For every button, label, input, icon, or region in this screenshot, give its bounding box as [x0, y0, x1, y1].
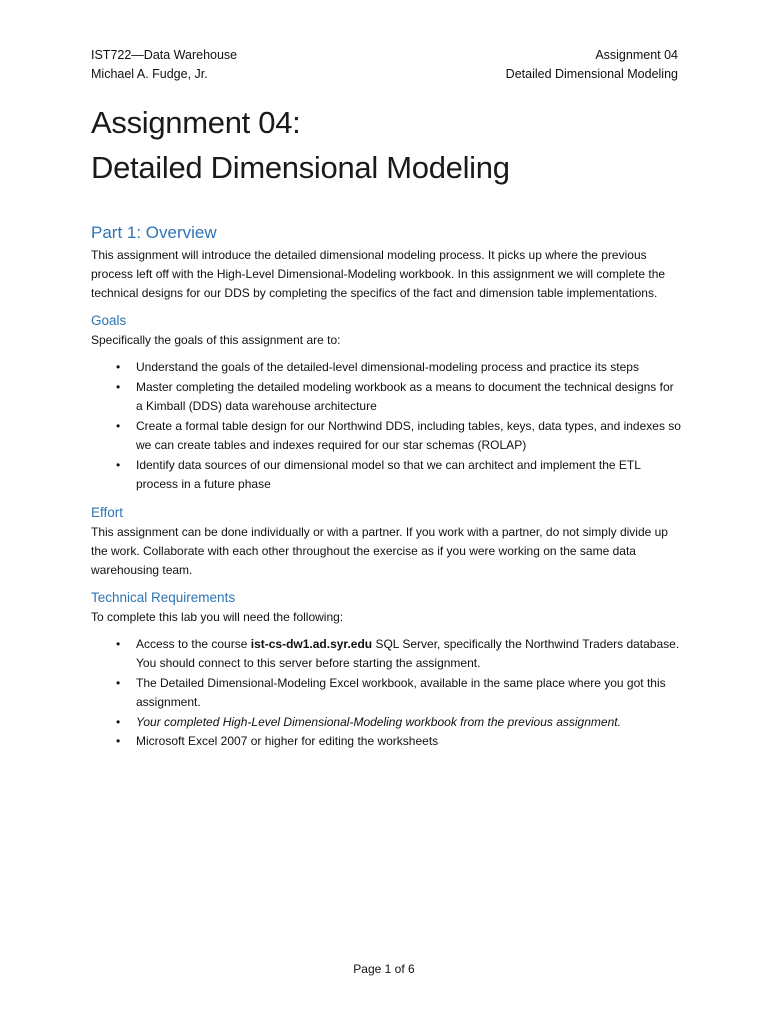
- tech-requirements-heading: Technical Requirements: [91, 589, 236, 605]
- list-item: • Master completing the detailed modeling workbook as a means to document the technical designs for a Kimball (DDS) data warehouse architecture: [116, 379, 674, 413]
- effort-paragraph: This assignment can be done individually or with a partner. If you work with a partner, do not simply divide up the work. Collaborate with each other throughout the exercise as if you were working on the same data warehousing team.: [91, 524, 668, 577]
- header-right: [506, 46, 678, 84]
- overview-heading: Part 1: Overview: [91, 223, 217, 242]
- bullet-icon: •: [116, 714, 121, 729]
- goals-intro: Specifically the goals of this assignment are to:: [91, 333, 341, 347]
- bullet-icon: •: [116, 675, 121, 690]
- bullet-icon: •: [116, 636, 121, 651]
- bullet-icon: •: [116, 457, 121, 472]
- document-body: [91, 220, 681, 752]
- list-item: • Microsoft Excel 2007 or higher for editing the worksheets: [91, 732, 681, 752]
- list-item: • Identify data sources of our dimensional model so that we can architect and implement the ETL process in a future phase: [116, 457, 641, 491]
- document-title: [91, 100, 510, 190]
- list-item: • Your completed High-Level Dimensional-Modeling workbook from the previous assignment.: [91, 713, 681, 733]
- list-item: • Access to the course ist-cs-dw1.ad.syr.edu SQL Server, specifically the Northwind Traders database. You should connect to this server before starting the assignment.: [116, 636, 680, 670]
- list-item: • Create a formal table design for our Northwind DDS, including tables, keys, data types, and indexes so we can create tables and indexes required for our star schemas (ROLAP): [116, 418, 681, 452]
- server-name: ist-cs-dw1.ad.syr.edu: [250, 636, 373, 651]
- overview-paragraph: This assignment will introduce the detailed dimensional modeling process. It picks up where the previous process left off with the High-Level Dimensional-Modeling workbook. In this assignment we will complete the technical designs for our DDS by completing the specifics of the fact and dimension table implementations.: [91, 248, 666, 300]
- bullet-icon: •: [116, 379, 121, 394]
- bullet-icon: •: [116, 734, 121, 748]
- header-left: [91, 46, 237, 84]
- bullet-icon: •: [116, 418, 121, 433]
- assignment-number: Assignment 04: [595, 48, 678, 62]
- list-item: • Understand the goals of the detailed-level dimensional-modeling process and practice its steps: [91, 358, 681, 378]
- effort-heading: Effort: [91, 504, 124, 520]
- title-line-1: Assignment 04:: [91, 105, 301, 140]
- assignment-subtitle: Detailed Dimensional Modeling: [505, 67, 678, 81]
- course-name: IST722—Data Warehouse: [91, 48, 238, 62]
- author-name: Michael A. Fudge, Jr.: [91, 67, 208, 81]
- page-number: Page 1 of 6: [353, 962, 415, 976]
- title-line-2: Detailed Dimensional Modeling: [91, 150, 510, 185]
- tech-intro: To complete this lab you will need the following:: [91, 609, 344, 624]
- bullet-icon: •: [116, 360, 121, 374]
- list-item: • The Detailed Dimensional-Modeling Excel workbook, available in the same place where you got this assignment.: [116, 675, 666, 709]
- goals-list: [91, 358, 681, 495]
- tech-requirements-list: [91, 635, 681, 752]
- goals-heading: Goals: [91, 313, 127, 328]
